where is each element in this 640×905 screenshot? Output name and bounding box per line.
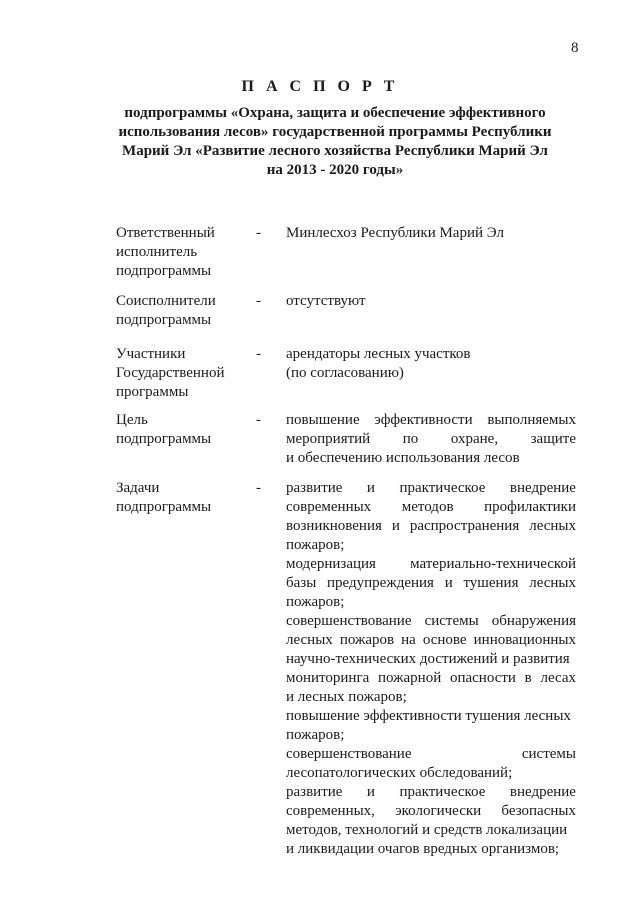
row-dash: - xyxy=(256,480,261,496)
word: основе xyxy=(422,632,467,648)
word: в xyxy=(524,670,532,686)
word: распространения xyxy=(409,518,520,534)
word: совершенствование xyxy=(286,746,412,762)
word: выполняемых xyxy=(487,412,576,428)
row-value xyxy=(286,292,576,311)
row-value-line: пожаров; xyxy=(286,594,345,610)
row-value xyxy=(286,479,576,859)
row-label xyxy=(116,345,246,402)
row-value-line xyxy=(286,631,576,650)
row-label xyxy=(116,479,246,517)
row-value xyxy=(286,345,576,383)
word: и xyxy=(444,575,453,591)
row-value-line: отсутствуют xyxy=(286,293,366,309)
row-dash: - xyxy=(256,225,261,241)
word: профилактики xyxy=(484,499,576,515)
word: и xyxy=(366,480,375,496)
row-value-line: пожаров; xyxy=(286,537,345,553)
word: пожаров xyxy=(339,632,395,648)
word: лесных xyxy=(529,575,576,591)
word: системы xyxy=(424,613,479,629)
word: предупреждения xyxy=(327,575,434,591)
row-value-line: пожаров; xyxy=(286,727,345,743)
subtitle-line: подпрограммы «Охрана, защита и обеспечение эффективного xyxy=(124,105,546,121)
row-label-line: подпрограммы xyxy=(116,431,212,447)
page-number: 8 xyxy=(571,40,579,56)
word: мониторинга xyxy=(286,670,370,686)
row-dash: - xyxy=(256,346,261,362)
word: опасности xyxy=(449,670,516,686)
row-value xyxy=(286,411,576,468)
row-label-line: Цель xyxy=(116,412,148,428)
row-value-line xyxy=(286,498,576,517)
row-value-line xyxy=(286,555,576,574)
row-value-line xyxy=(286,802,576,821)
word: методов xyxy=(401,499,454,515)
row-value-line xyxy=(286,517,576,536)
word: материально-технической xyxy=(410,556,576,572)
word: и xyxy=(366,784,375,800)
word: обнаружения xyxy=(491,613,576,629)
row-label xyxy=(116,292,246,330)
word: развитие xyxy=(286,784,343,800)
row-value-line: методов, технологий и средств локализации xyxy=(286,822,568,838)
row-label-line: подпрограммы xyxy=(116,312,212,328)
row-label-line: Участники xyxy=(116,346,186,362)
row-label-line: Задачи xyxy=(116,480,160,496)
row-value-line: лесопатологических обследований; xyxy=(286,765,513,781)
row-value-line: и лесных пожаров; xyxy=(286,689,407,705)
row-label-line: Соисполнители xyxy=(116,293,216,309)
word: по xyxy=(402,431,419,447)
word: экологически xyxy=(395,803,482,819)
row-dash: - xyxy=(256,412,261,428)
word: на xyxy=(401,632,416,648)
word: пожарной xyxy=(378,670,442,686)
row-label-line: Ответственный xyxy=(116,225,215,241)
row-value-line xyxy=(286,411,576,430)
word: внедрение xyxy=(509,480,576,496)
word: внедрение xyxy=(509,784,576,800)
word: возникновения xyxy=(286,518,382,534)
row-value-line: Минлесхоз Республики Марий Эл xyxy=(286,225,504,241)
row-value-line xyxy=(286,430,576,449)
row-value-line xyxy=(286,783,576,802)
word: мероприятий xyxy=(286,431,371,447)
word: повышение xyxy=(286,412,360,428)
word: охране, xyxy=(450,431,499,447)
row-value-line: и ликвидации очагов вредных организмов; xyxy=(286,841,560,857)
word: и xyxy=(391,518,400,534)
word: современных, xyxy=(286,803,375,819)
word: эффективности xyxy=(374,412,473,428)
row-value-line: повышение эффективности тушения лесных xyxy=(286,708,571,724)
word: базы xyxy=(286,575,317,591)
subtitle-line: на 2013 - 2020 годы» xyxy=(266,162,404,178)
row-label xyxy=(116,224,246,281)
row-label-line: подпрограммы xyxy=(116,499,212,515)
subtitle-line: Марий Эл «Развитие лесного хозяйства Республики Марий Эл xyxy=(122,143,548,159)
passport-title: П А С П О Р Т xyxy=(241,78,399,95)
word: системы xyxy=(521,746,576,762)
row-label-line: программы xyxy=(116,384,189,400)
row-value-line: и обеспечению использования лесов xyxy=(286,450,520,466)
row-value-line xyxy=(286,669,576,688)
word: лесных xyxy=(529,518,576,534)
row-value xyxy=(286,224,576,243)
subtitle-line: использования лесов» государственной программы Республики xyxy=(118,124,552,140)
row-value-line: (по согласованию) xyxy=(286,365,404,381)
word: практическое xyxy=(399,480,486,496)
word: инновационных xyxy=(473,632,576,648)
row-dash: - xyxy=(256,293,261,309)
word: безопасных xyxy=(501,803,576,819)
row-label-line: Государственной xyxy=(116,365,225,381)
word: практическое xyxy=(399,784,486,800)
word: тушения xyxy=(463,575,519,591)
row-value-line: научно-технических достижений и развития xyxy=(286,651,570,667)
row-value-line xyxy=(286,479,576,498)
row-label-line: подпрограммы xyxy=(116,263,212,279)
row-value-line xyxy=(286,745,576,764)
row-label xyxy=(116,411,246,449)
row-value-line xyxy=(286,612,576,631)
passport-subtitle xyxy=(80,104,590,180)
row-value-line: арендаторы лесных участков xyxy=(286,346,471,362)
word: лесах xyxy=(540,670,576,686)
row-label-line: исполнитель xyxy=(116,244,198,260)
word: защите xyxy=(530,431,576,447)
word: лесных xyxy=(286,632,333,648)
word: модернизация xyxy=(286,556,376,572)
row-value-line xyxy=(286,574,576,593)
word: совершенствование xyxy=(286,613,412,629)
word: развитие xyxy=(286,480,343,496)
word: современных xyxy=(286,499,372,515)
